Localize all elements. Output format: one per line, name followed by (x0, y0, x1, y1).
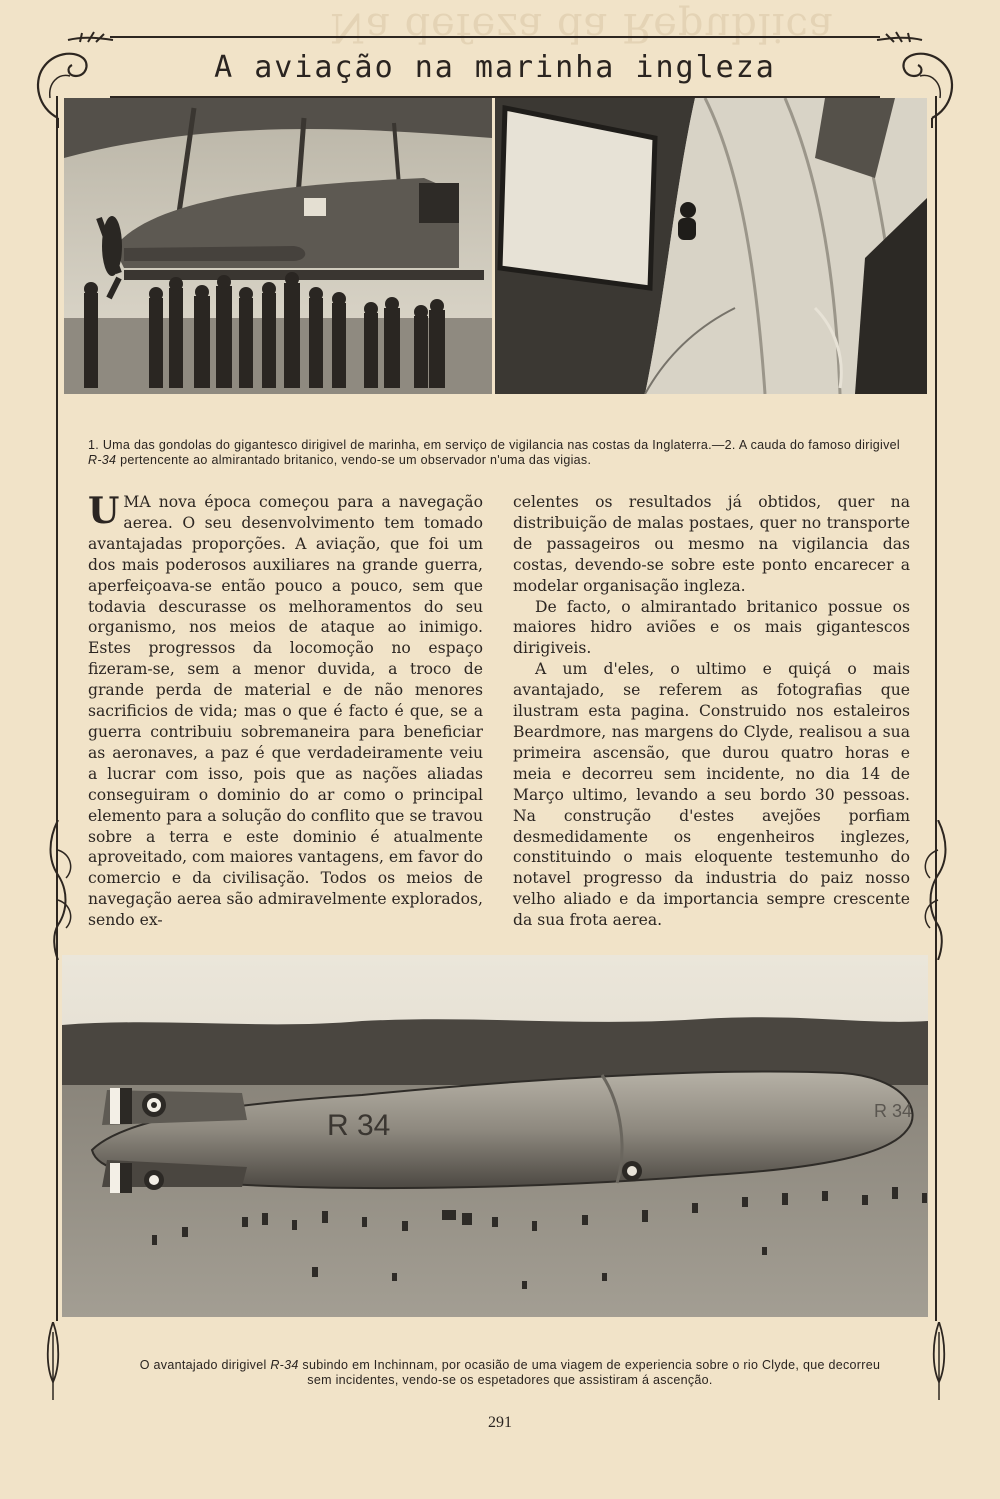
photo-gondola (64, 98, 492, 394)
airship-illustration (62, 955, 928, 1317)
bottom-caption-text-1: O avantajado dirigivel (139, 1358, 271, 1372)
top-photo-caption (88, 438, 900, 468)
airship-marking: R 34 (327, 1109, 391, 1142)
top-caption-text-2: pertencente ao almirantado britanico, vendo-se um observador n'uma das vigias. (116, 453, 592, 467)
bottom-caption-ship-name: R-34 (270, 1358, 299, 1372)
photo-tail (495, 98, 927, 394)
tail-illustration (495, 98, 927, 394)
bottom-photo-caption (130, 1358, 890, 1388)
right-side-ornament (912, 820, 952, 960)
page-title: A aviação na marinha ingleza (214, 49, 776, 85)
top-caption-text-1: 1. Uma das gondolas do gigantesco dirigivel de marinha, em serviço de vigilancia nas costas da Inglaterra.—2. A cauda do famoso dirigivel (88, 438, 900, 452)
article-right-column (513, 492, 910, 931)
frame-right-line (935, 96, 937, 1321)
article-left-column (88, 492, 483, 931)
photo-airship (62, 955, 928, 1317)
bottom-left-ornament (38, 1322, 68, 1402)
bottom-caption-text-2: subindo em Inchinnam, por ocasião de uma viagem de experiencia sobre o rio Clyde, que decorreu sem incidentes, vendo-se os espetadores que assistiram á ascenção. (298, 1358, 881, 1387)
gondola-illustration (64, 98, 492, 394)
frame-left-line (56, 96, 58, 1321)
article-paragraph-2: De facto, o almirantado britanico possue os maiores hidro aviões e os mais gigantescos dirigiveis. (513, 597, 910, 658)
bottom-right-ornament (924, 1322, 954, 1402)
article-paragraph-1-cont: celentes os resultados já obtidos, quer na distribuição de malas postaes, quer no transporte de passageiros ou mesmo na vigilancia das costas, devendo-se sobre este ponto encarecer a modelar organisação ingleza. (513, 493, 910, 595)
left-side-ornament (44, 820, 84, 960)
article-paragraph-1: MA nova época começou para a navegação aerea. O seu desenvolvimento tem tomado avantajadas proporções. A aviação, que foi um dos mais poderosos auxiliares na grande guerra, aperfeiçoava-se então pouco a pouco, sem que todavia descurasse os melhoramentos do seu organismo, nos meios de ataque ao inimigo. Estes progressos da locomoção no espaço fizeram-se, sem a menor duvida, a troco de grande perda de material e de não menores sacrificios de vida; mas o que é facto é que, se a guerra contribuiu sobremaneira para beneficiar as aeronaves, a paz é que verdadeiramente veiu a lucrar com isso, pois que as nações aliadas conseguiram o dominio do ar como o principal elemento para a solução do conflito que se travou sobre a terra e este dominio é atualmente aproveitado, com maiores vantagens, em favor do comercio e da civilisação. Todos os meios de navegação aerea são admiravelmente explorados, sendo ex- (88, 493, 483, 930)
drop-cap: U (88, 490, 120, 532)
title-banner (110, 36, 880, 98)
bleed-through-text: Na defeza da Republica (330, 4, 834, 50)
airship-marking-bow: R 34 (874, 1101, 913, 1121)
top-caption-ship-name: R-34 (88, 453, 117, 467)
article-paragraph-3: A um d'eles, o ultimo e quiçá o mais avantajado, se referem as fotografias que ilustram esta pagina. Construido nos estaleiros Beardmore, nas margens do Clyde, realisou a sua primeira ascensão, que durou quatro horas e meia e decorreu sem incidente, no dia 14 de Março ultimo, levando a seu bordo 30 pessoas. Na construção d'estes avejões porfiam desmedidamente os engenheiros inglezes, constituindo o mais eloquente testemunho do notavel progresso da industria do paiz nosso velho aliado e da importancia sempre crescente da sua frota aerea. (513, 660, 910, 930)
page-number: 291 (488, 1414, 512, 1431)
